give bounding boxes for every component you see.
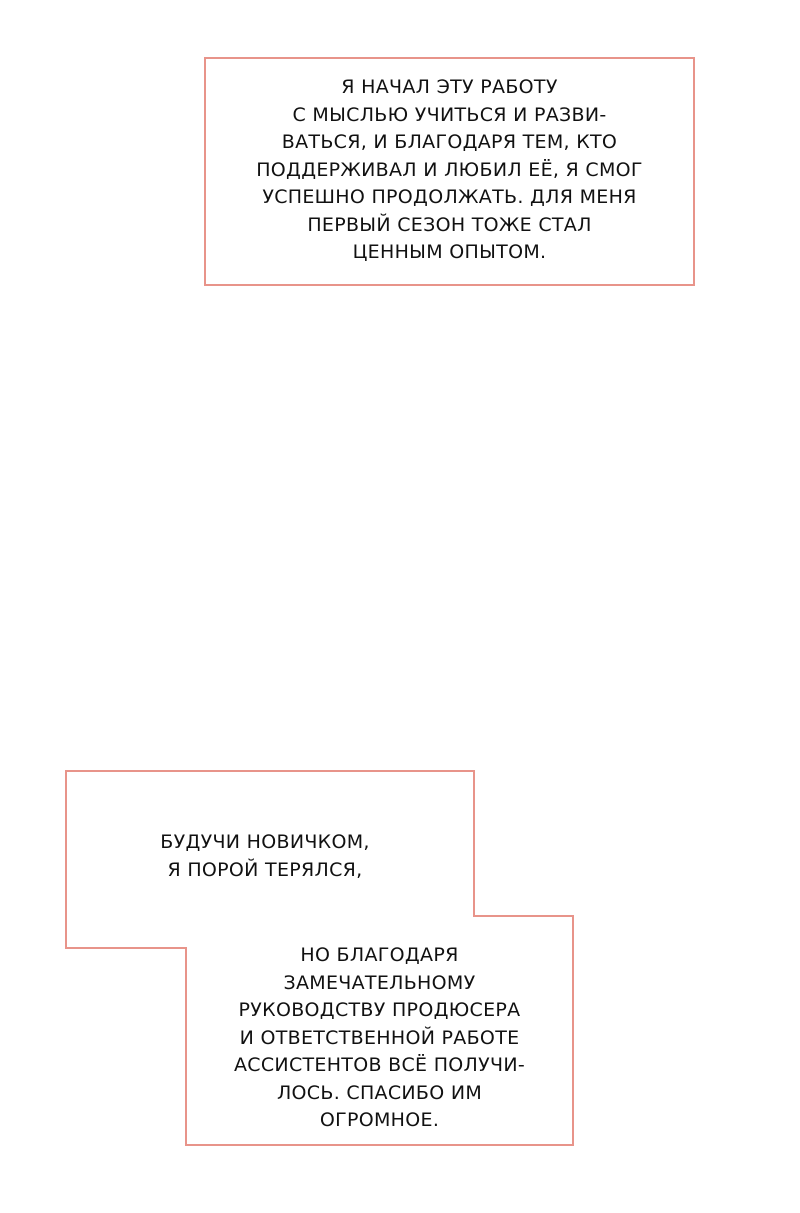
text-line: РУКОВОДСТВУ ПРОДЮСЕРА (238, 999, 521, 1021)
bottom-narration-text-second (186, 942, 573, 1135)
text-line: НО БЛАГОДАРЯ (300, 944, 459, 966)
text-line: ЛОСЬ. СПАСИБО ИМ (276, 1081, 483, 1104)
text-line: УСПЕШНО ПРОДОЛЖАТЬ. ДЛЯ МЕНЯ (262, 186, 637, 208)
text-line: И ОТВЕТСТВЕННОЙ РАБОТЕ (239, 1026, 520, 1049)
text-line: ПЕРВЫЙ СЕЗОН ТОЖЕ СТАЛ (307, 213, 592, 236)
text-line: АССИСТЕНТОВ ВСЁ ПОЛУЧИ- (234, 1054, 525, 1076)
text-line: С МЫСЛЬЮ УЧИТЬСЯ И РАЗВИ- (292, 103, 607, 126)
text-line: Я ПОРОЙ ТЕРЯЛСЯ, (167, 858, 363, 881)
text-line: ВАТЬСЯ, И БЛАГОДАРЯ ТЕМ, КТО (281, 131, 618, 153)
text-line: ОГРОМНОЕ. (319, 1109, 440, 1131)
bottom-narration-text-first (130, 829, 400, 884)
text-line: Я НАЧАЛ ЭТУ РАБОТУ (341, 76, 558, 98)
text-line: БУДУЧИ НОВИЧКОМ, (160, 831, 370, 853)
text-line: ЦЕННЫМ ОПЫТОМ. (352, 241, 547, 263)
top-narration-text (205, 74, 694, 267)
text-line: ЗАМЕЧАТЕЛЬНОМУ (283, 971, 476, 994)
text-line: ПОДДЕРЖИВАЛ И ЛЮБИЛ ЕЁ, Я СМОГ (256, 158, 643, 181)
